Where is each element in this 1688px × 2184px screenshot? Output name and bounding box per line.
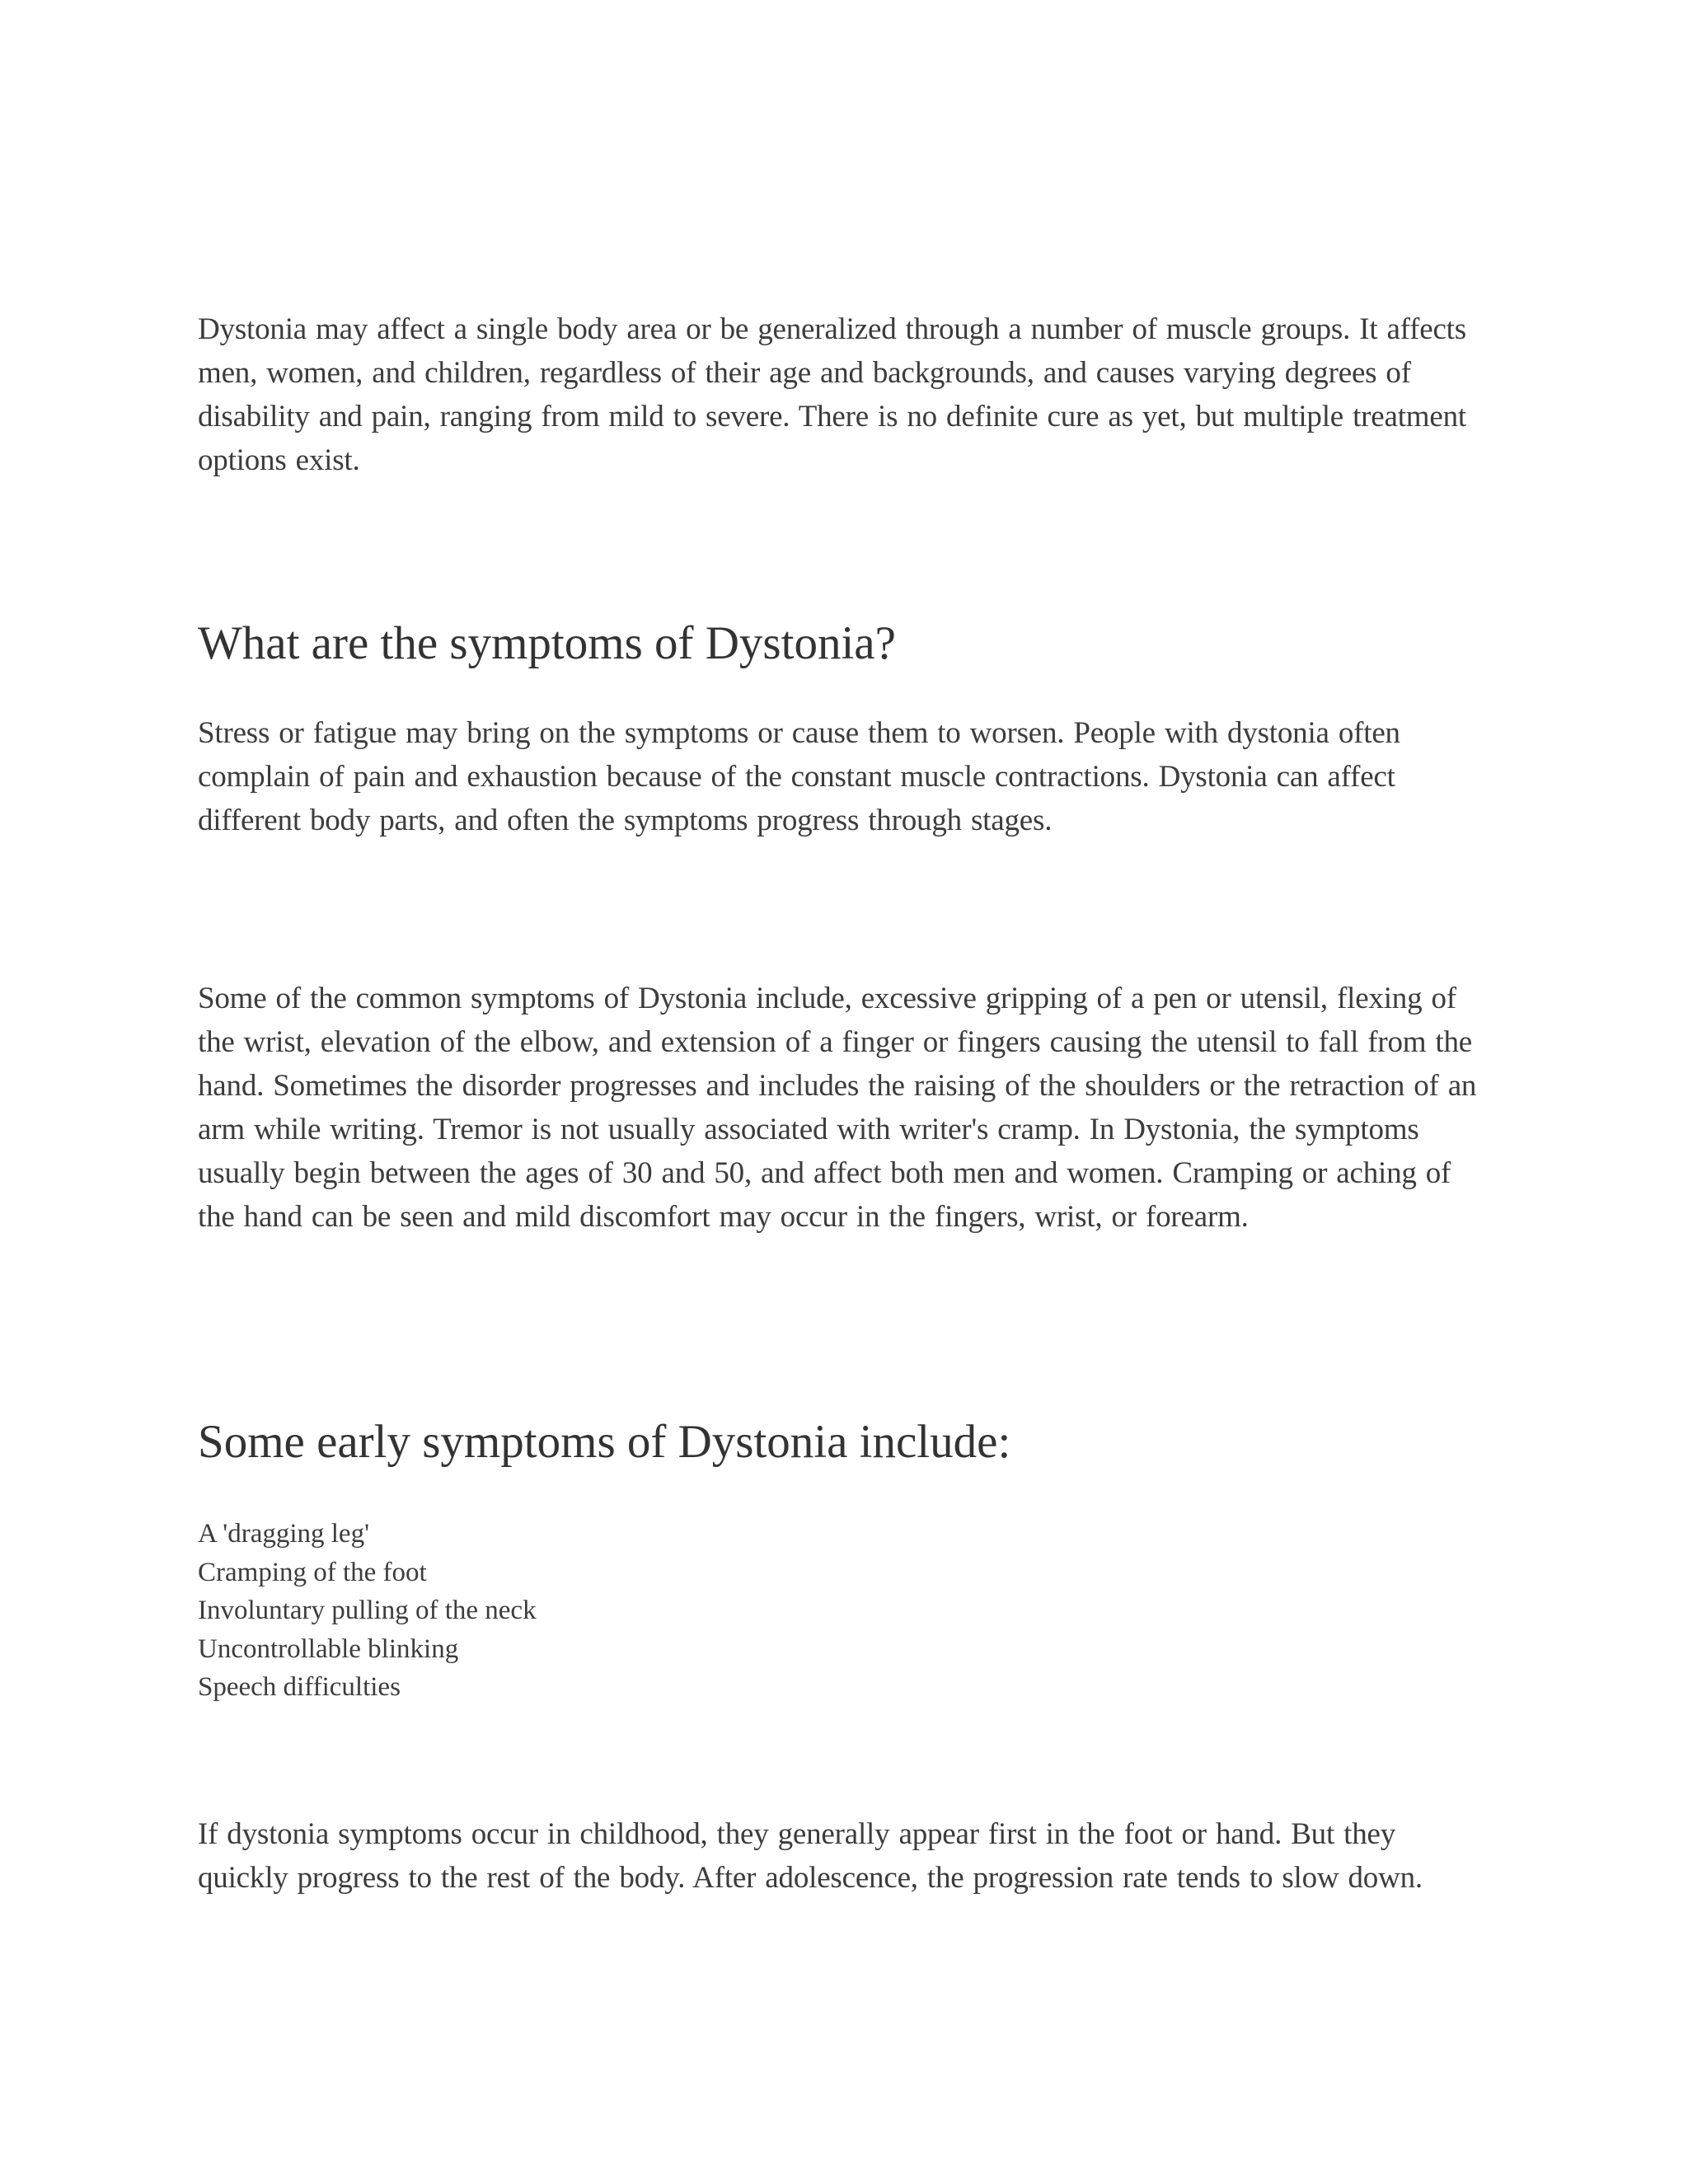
intro-paragraph: Dystonia may affect a single body area or be generalized through a number of muscle groups. It affects men, women, and children, regardless of their age and backgrounds, and causes varying degrees of disability and pain, ranging from mild to severe. There is no definite cure as yet, but multiple treatment options exist.: [198, 312, 1466, 477]
list-item: Involuntary pulling of the neck: [198, 1596, 537, 1625]
list-item: A 'dragging leg': [198, 1519, 370, 1549]
symptoms-paragraph-common: Some of the common symptoms of Dystonia include, excessive gripping of a pen or utensil, flexing of the wrist, elevation of the elbow, and extension of a finger or fingers causing the utensil to fall from the hand. Sometimes the disorder progresses and includes the raising of the shoulders or the retraction of an arm while writing. Tremor is not usually associated with writer's cramp. In Dystonia, the symptoms usually begin between the ages of 30 and 50, and affect both men and women. Cramping or aching of the hand can be seen and mild discomfort may occur in the fingers, wrist, or forearm.: [198, 982, 1477, 1234]
list-item: Uncontrollable blinking: [198, 1633, 459, 1664]
early-symptoms-list: [198, 1515, 1187, 1707]
closing-paragraph: If dystonia symptoms occur in childhood, they generally appear first in the foot or hand. But they quickly progress to the rest of the body. After adolescence, the progression rate tends to slow down.: [198, 1817, 1423, 1895]
list-item: Speech difficulties: [198, 1672, 401, 1702]
early-symptoms-heading: Some early symptoms of Dystonia include:: [198, 1416, 1011, 1468]
symptoms-heading: What are the symptoms of Dystonia?: [198, 617, 896, 669]
symptoms-paragraph-stress: Stress or fatigue may bring on the symptoms or cause them to worsen. People with dystonia often complain of pain and exhaustion because of the constant muscle contractions. Dystonia can affect different body parts, and often the symptoms progress through stages.: [198, 716, 1400, 837]
list-item: Cramping of the foot: [198, 1557, 427, 1587]
